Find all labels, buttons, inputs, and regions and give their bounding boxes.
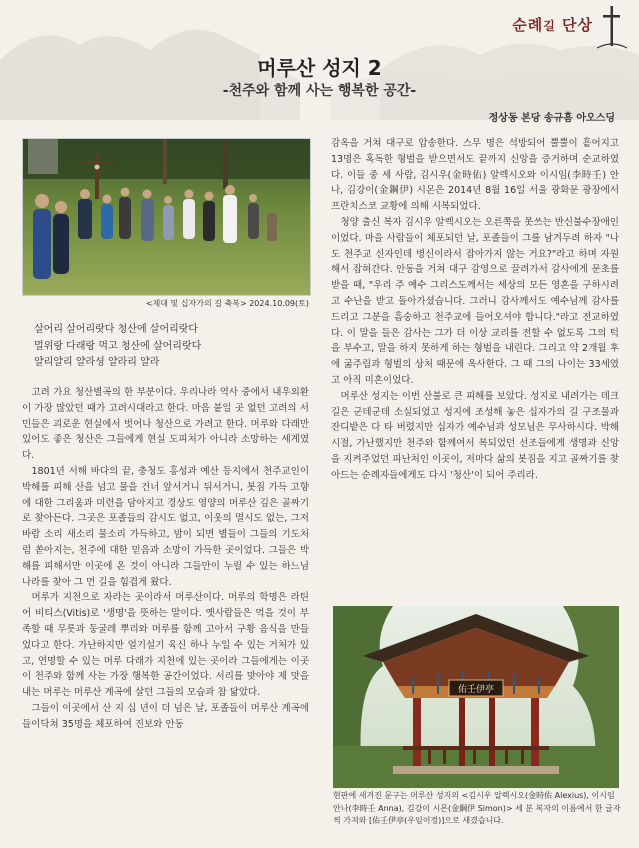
pavilion-photo: [333, 606, 619, 788]
author-byline: 정상동 본당 송규흠 아오스딩: [488, 113, 615, 124]
article-paragraph: 감옥을 거쳐 대구로 압송한다. 스무 명은 석방되어 뿔뿔이 흩어지고 13명은 혹독한 형벌을 받으면서도 끝까지 신앙을 증거하며 순교하였다. 이들 중 세 사람, 김시우(金時佑) 알렉시오와 이시임(李時壬) 안나, 김강이(金鋼伊) 시몬은 2014년 8월 16일 서울 광화문 광장에서 프란치스코 교황에 의해 시복되었다.: [331, 138, 619, 213]
article-paragraph: 머루가 지천으로 자라는 곳이라서 머루산이다. 머루의 학명은 라틴어 비티스(Vitis)로 '생명'을 뜻하는 말이다. 옛사람들은 먹을 것이 부족할 때 무릇과 둥굴레 뿌리와 머루를 함께 고아서 구황 음식을 만들었다고 한다. 가난하지만 얼기설기 육신 하나 누일 수 있는 거처가 있고, 연명할 수 있는 머루 다래가 지천에 있는 곳이라 그들에게는 이곳이 천주와 함께 사는 가장 행복한 공간이었다. 서리를 맞아야 제 맛을 내는 머루는 머루산 계곡에 살던 그들의 모습과 참 닮았다.: [22, 592, 309, 699]
pavilion-plaque: 佑壬伊亭: [457, 685, 495, 695]
song-line: 살어리 살어리랏다 청산에 살어리랏다: [34, 324, 199, 335]
article-left-column: [22, 385, 309, 733]
photo2-caption: 현판에 새겨진 문구는 머루산 성지의 <김시우 알렉시오(金時佑 Alexius), 이시임 안나(李時壬 Anna), 김강이 시몬(金鋼伊 Simon)> 세 분 복자의 이름에서 한 글자씩 가져와 [佑壬伊亭(우임이정)]으로 새겼습니다.: [333, 791, 621, 825]
series-title-c: 단상: [555, 16, 593, 34]
series-title-a: 순례: [512, 16, 544, 34]
article-right-column: [331, 136, 619, 484]
photo1-caption: <제대 및 십자가의 길 축복> 2024.10.09(토): [145, 299, 309, 308]
blessing-ceremony-photo: [22, 138, 311, 296]
article-paragraph: 1801년 서해 바다의 끝, 충청도 홍성과 예산 등지에서 천주교인이 박해를 피해 산을 넘고 물을 건너 앞서거니 뒤서거니, 봇짐 가득 고향에 대한 그리움과 미련을 담아지고 경상도 영양의 머루산 깊은 골짜기로 찾아든다. 그곳은 포졸들의 감시도 없고, 이웃의 멸시도 없는, 그저 바람 소리 새소리 물소리 가득하고, 밤이 되면 별들이 그들의 기도처럼 쏟아지는, 천주에 대한 믿음과 소망이 가득한 곳이었다. 그들은 박해를 피해서만 이곳에 온 것이 아니라 그들만이 누릴 수 있는 하느님 나라를 찾아 그 먼 길을 힘겹게 왔다.: [22, 465, 309, 588]
song-line: 얄리얄리 얄라셩 얄라리 얄라: [34, 357, 160, 368]
article-paragraph: 그들이 이곳에서 산 지 십 년이 더 넘은 날, 포졸들이 머루산 계곡에 들이닥쳐 35명을 체포하여 진보와 안동: [22, 702, 309, 730]
article-paragraph: 고려 가요 청산별곡의 한 부분이다. 우리나라 역사 중에서 내우외환이 가장 많았던 때가 고려시대라고 한다. 마음 붙일 곳 없던 고려의 서민들은 괴로운 현실에서 벗어나 청산으로 가려고 한다. 머루와 다래만 있어도 좋은 청산은 그들에게 현실 도피처가 아니라 소망하는 세계였다.: [22, 387, 309, 462]
article-paragraph: 머루산 성지는 이번 산불로 큰 피해를 보았다. 성지로 내려가는 데크 길은 군데군데 소실되었고 성지에 조성해 놓은 십자가의 길 구조물과 잔디밭은 다 타 버렸지만 십자가 예수님과 성모님은 무사하시다. 박해시절, 가난했지만 천주와 함께여서 복되었던 선조들에게 생명과 신앙을 지켜주었던 피난처인 이곳이, 저마다 삶의 봇짐을 지고 골짜기를 찾아드는 순례자들에게도 다시 '청산'이 되어 주리라.: [331, 390, 619, 481]
song-line: 멀위랑 다래랑 먹고 청산에 살어리랏다: [34, 340, 202, 352]
cross-icon: [597, 4, 627, 50]
series-title-b: 길: [543, 19, 556, 33]
song-quote: [34, 322, 309, 372]
article-paragraph: 청양 출신 복자 김시우 알렉시오는 오른쪽을 못쓰는 반신불수장애인이었다. 마을 사람들이 체포되던 날, 포졸들이 그를 남겨두려 하자 "나도 천주교 신자인데 병신이라서 잡아가지 않는 거요?"라고 하며 자원해서 잡혀간다. 안동을 거쳐 대구 감영으로 끌려가서 감사에게 문초를 받을 때, "우리 주 예수 그리스도께서는 세상의 모든 영혼을 구하시려고 수난을 받고 돌아가셨습니다. 그러니 감사께서도 예수님께 감사를 드리고 그분을 흠숭하고 천주교에 들어오셔야 합니다."라고 전교하였다. 이 말을 들은 감사는 그가 더 이상 교리를 전할 수 없도록 그의 턱을 부수고, 말을 하지 못하게 하는 형벌을 내린다. 그리고 약 2개월 후에 굶주림과 형벌의 상처 때문에 옥사한다. 그 때 그의 나이는 33세였고 아직 미혼이었다.: [331, 216, 619, 386]
page-title: 머루산 성지 2: [257, 56, 382, 80]
series-title: [512, 14, 593, 35]
page-subtitle: -천주와 함께 사는 행복한 공간-: [222, 83, 417, 99]
